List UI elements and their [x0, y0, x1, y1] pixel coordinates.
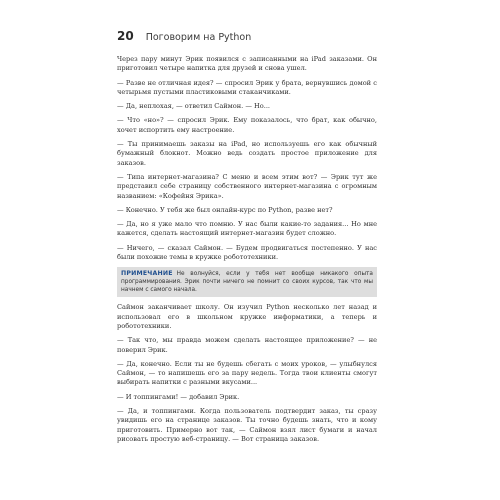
- paragraph: — Так что, мы правда можем сделать настоящее приложение? — не поверил Эрик.: [117, 336, 377, 354]
- paragraph: — Что «но»? — спросил Эрик. Ему показалось, что брат, как обычно, хочет испортить ему настроение.: [117, 116, 377, 134]
- page-header: [117, 29, 460, 43]
- paragraph: — Типа интернет-магазина? С меню и всем этим вот? — Эрик тут же представил себе страницу собственного интернет-магазина с огромным названием: «Кофейня Эрика».: [117, 172, 377, 200]
- running-title: Поговорим на Python: [145, 32, 252, 43]
- paragraph: Саймон заканчивает школу. Он изучил Python несколько лет назад и использовал его в школьном кружке информатики, а теперь и робототехники.: [117, 303, 377, 330]
- paragraph: — Да, но я уже мало что помню. У нас были какие-то задания... Но мне кажется, сделать настоящий интернет-магазин будет сложно.: [117, 220, 377, 238]
- paragraph: — Да, и топпингами. Когда пользователь подтвердит заказ, ты сразу увидишь его на странице заказов. Ты точно будешь знать, что и кому приготовить. Примерно вот так, — Саймон взял лист бумаги и начал рисовать простую веб-страницу. — Вот страница заказов.: [117, 407, 377, 443]
- body-text: [117, 55, 377, 449]
- paragraph: — Разве не отличная идея? — спросил Эрик у брата, вернувшись домой с четырьмя пустыми пластиковыми стаканчиками.: [117, 78, 377, 96]
- note-label: ПРИМЕЧАНИЕ: [121, 270, 173, 278]
- paragraph: — Конечно. У тебя же был онлайн-курс по Python, разве нет?: [117, 205, 333, 214]
- paragraph: — И топпингами! — добавил Эрик.: [117, 392, 240, 401]
- paragraph: — Да, конечно. Если ты не будешь сбегать с моих уроков, — улыбнулся Саймон, — то напишешь его за пару недель. Тогда твои клиенты смогут выбирать напитки с разными вкусами...: [117, 359, 377, 387]
- paragraph: — Да, неплохая, — ответил Саймон. — Но...: [117, 102, 271, 111]
- paragraph: Через пару минут Эрик появился с записанными на iPad заказами. Он приготовил четыре напитка для друзей и снова ушел.: [117, 55, 377, 73]
- paragraph: — Ничего, — сказал Саймон. — Будем продвигаться постепенно. У нас были похожие темы в кружке робототехники.: [117, 243, 377, 262]
- note-text: Не волнуйся, если у тебя нет вообще никакого опыта программирования. Эрик почти ничего не помнит со своих курсов, так что мы начнем с самого начала.: [121, 271, 373, 294]
- page-number: 20: [117, 29, 134, 43]
- note-box: [117, 267, 377, 297]
- paragraph: — Ты принимаешь заказы на iPad, но используешь его как обычный бумажный блокнот. Можно ведь создать простое приложение для заказов.: [117, 140, 377, 167]
